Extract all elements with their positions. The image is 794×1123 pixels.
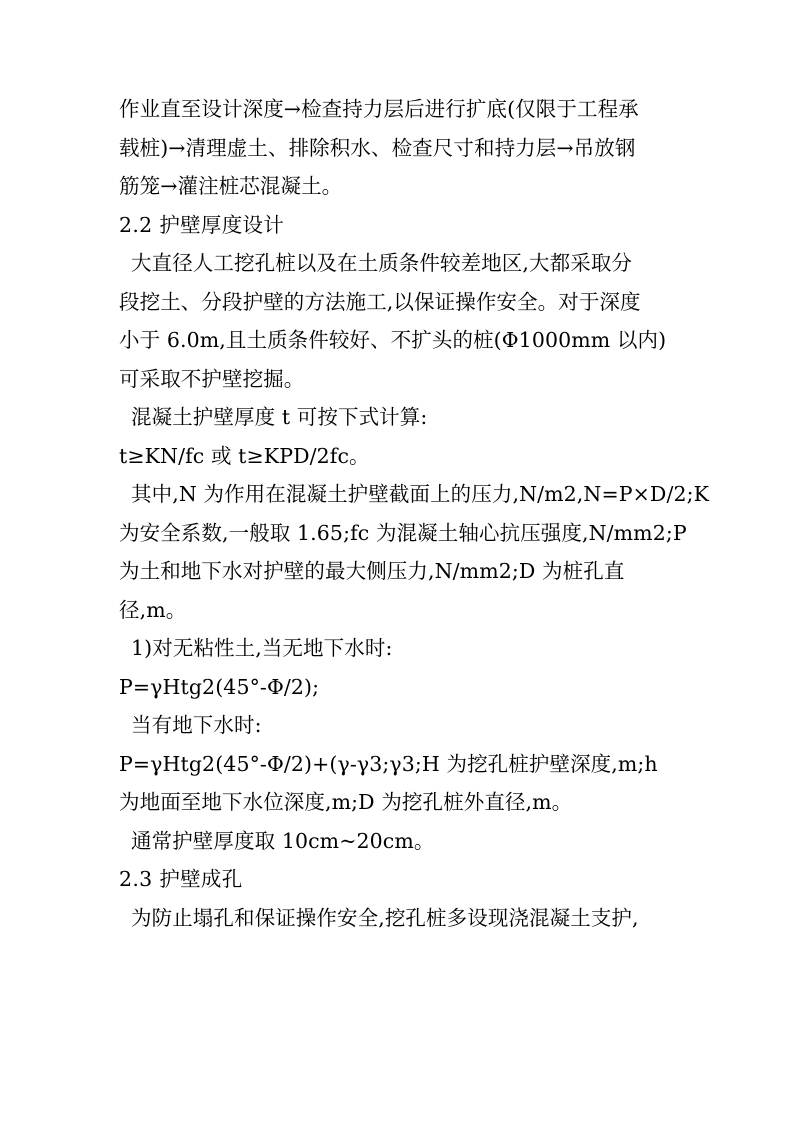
body-text-line: 为土和地下水对护壁的最大侧压力,N/mm2;D 为桩孔直: [119, 559, 625, 583]
body-text-line: 段挖土、分段护壁的方法施工,以保证操作安全。对于深度: [119, 289, 641, 314]
body-text-line: 为安全系数,一般取 1.65;fc 为混凝土轴心抗压强度,N/mm2;P: [119, 520, 687, 545]
body-text-line: 载桩)→清理虚土、排除积水、检查尺寸和持力层→吊放钢: [119, 135, 636, 160]
body-text-line: 为防止塌孔和保证操作安全,挖孔桩多设现浇混凝土支护,: [131, 905, 639, 930]
body-text-line: 可采取不护壁挖掘。: [119, 366, 305, 391]
body-text-line: 当有地下水时:: [131, 713, 262, 737]
body-text-line: 小于 6.0m,且土质条件较好、不扩头的桩(Φ1000mm 以内): [119, 328, 667, 352]
section-heading-2-3: 2.3 护壁成孔: [119, 867, 243, 891]
section-heading-2-2: 2.2 护壁厚度设计: [119, 212, 285, 237]
body-text-line: 大直径人工挖孔桩以及在土质条件较差地区,大都采取分: [131, 251, 633, 275]
formula-line: t≥KN/fc 或 t≥KPD/2fc。: [119, 443, 370, 468]
body-text-line: 径,m。: [119, 597, 187, 622]
body-text-line: 1)对无粘性土,当无地下水时:: [131, 636, 393, 660]
body-text-line: 通常护壁厚度取 10cm~20cm。: [131, 828, 435, 853]
body-text-line: 其中,N 为作用在混凝土护壁截面上的压力,N/m2,N=P×D/2;K: [131, 482, 710, 506]
formula-line: P=γHtg2(45°-Φ/2);: [119, 674, 320, 699]
body-text-line: 筋笼→灌注桩芯混凝土。: [119, 174, 343, 198]
body-text-line: 为地面至地下水位深度,m;D 为挖孔桩外直径,m。: [119, 790, 573, 814]
formula-line: P=γHtg2(45°-Φ/2)+(γ-γ3;γ3;H 为挖孔桩护壁深度,m;h: [119, 751, 658, 776]
body-text-line: 混凝土护壁厚度 t 可按下式计算:: [131, 405, 428, 429]
body-text-line: 作业直至设计深度→检查持力层后进行扩底(仅限于工程承: [119, 97, 639, 121]
document-body: [119, 90, 710, 937]
